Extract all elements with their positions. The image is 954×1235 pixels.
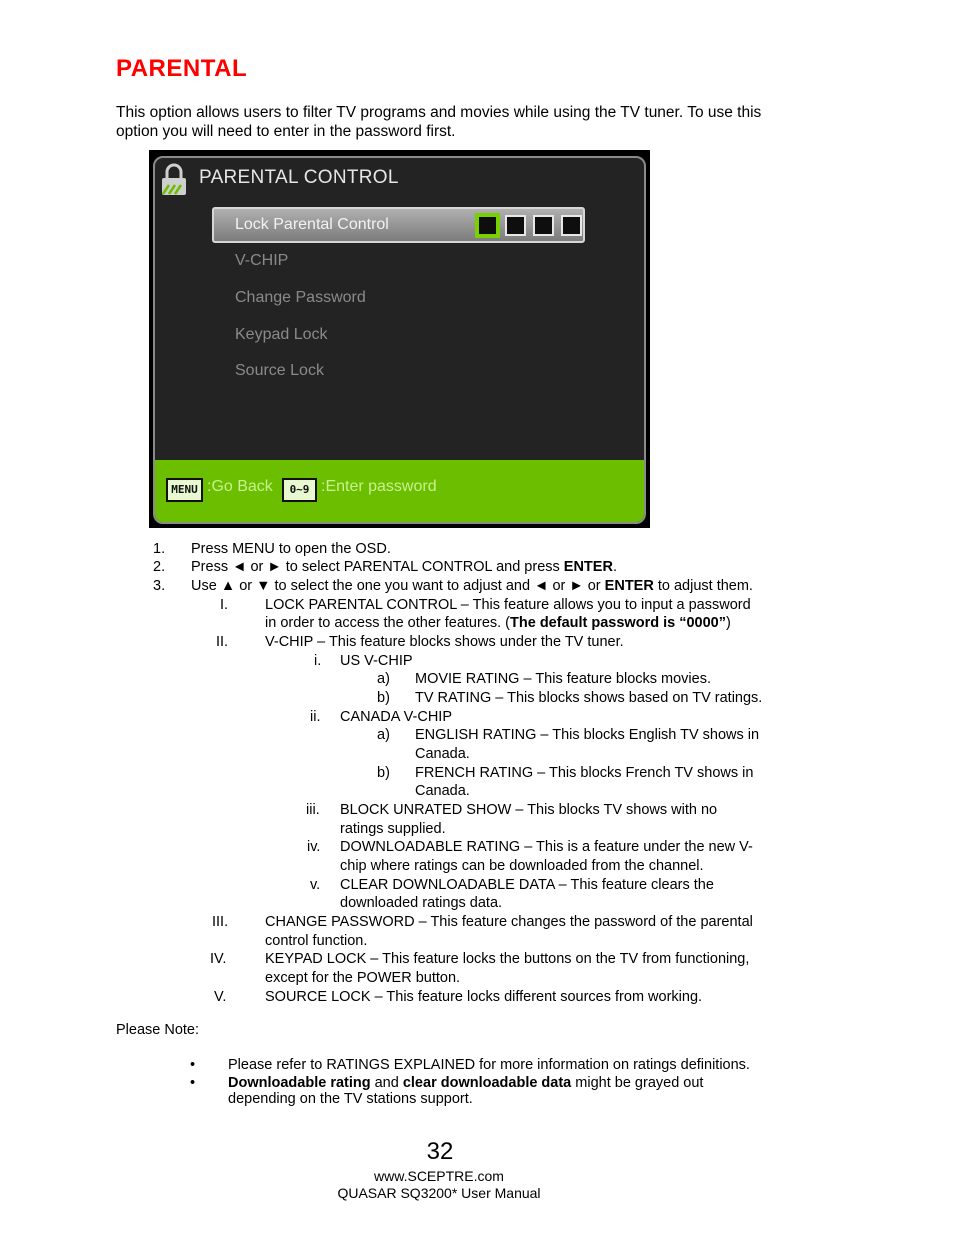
item-V-number: V.	[214, 989, 227, 1005]
item-ii-number: ii.	[310, 709, 321, 725]
item-i-number: i.	[314, 653, 322, 669]
item-iii-line2: ratings supplied.	[340, 821, 446, 837]
number-key-icon: 0~9	[282, 478, 317, 502]
page-heading: PARENTAL	[116, 55, 248, 82]
password-digit-3[interactable]	[533, 215, 554, 236]
item-v-line1: CLEAR DOWNLOADABLE DATA – This feature clears the	[340, 877, 714, 893]
osd-item-change-password[interactable]: Change Password	[235, 289, 366, 306]
item-III-line1: CHANGE PASSWORD – This feature changes the password of the parental	[265, 914, 753, 930]
item-i-a-line1: MOVIE RATING – This feature blocks movies.	[415, 671, 711, 687]
osd-title: PARENTAL CONTROL	[199, 167, 399, 188]
item-i-a-number: a)	[377, 671, 390, 687]
step-1-number: 1.	[153, 541, 166, 557]
intro-paragraph: This option allows users to filter TV programs and movies while using the TV tuner. To use this option you will need to enter in the password first.	[116, 104, 762, 140]
item-IV-line2: except for the POWER button.	[265, 970, 461, 986]
menu-key-icon: MENU	[166, 478, 203, 502]
item-II-line1: V-CHIP – This feature blocks shows under the TV tuner.	[265, 634, 624, 650]
bullet-2-line2: depending on the TV stations support.	[228, 1091, 473, 1107]
osd-item-lock-parental-control[interactable]: Lock Parental Control	[235, 216, 389, 233]
item-i-line1: US V-CHIP	[340, 653, 413, 669]
item-ii-a-line1: ENGLISH RATING – This blocks English TV shows in	[415, 727, 760, 743]
item-i-b-line1: TV RATING – This blocks shows based on TV ratings.	[415, 690, 763, 706]
enter-password-hint: :Enter password	[321, 478, 437, 495]
item-iv-line2: chip where ratings can be downloaded from the channel.	[340, 858, 704, 874]
item-v-line2: downloaded ratings data.	[340, 895, 503, 911]
bullet-1-text: Please refer to RATINGS EXPLAINED for more information on ratings definitions.	[228, 1057, 750, 1073]
step-3-text: Use ▲ or ▼ to select the one you want to adjust and ◄ or ► or ENTER to adjust them.	[191, 578, 753, 594]
item-iii-line1: BLOCK UNRATED SHOW – This blocks TV shows with no	[340, 802, 718, 818]
osd-item-keypad-lock[interactable]: Keypad Lock	[235, 326, 328, 343]
step-3-number: 3.	[153, 578, 166, 594]
item-iii-number: iii.	[306, 802, 320, 818]
item-ii-b-line1: FRENCH RATING – This blocks French TV shows in	[415, 765, 754, 781]
go-back-hint: :Go Back	[207, 478, 273, 495]
item-IV-line1: KEYPAD LOCK – This feature locks the buttons on the TV from functioning,	[265, 951, 750, 967]
step-2-text: Press ◄ or ► to select PARENTAL CONTROL and press ENTER.	[191, 559, 617, 575]
note-label: Please Note:	[116, 1022, 200, 1038]
item-V-line1: SOURCE LOCK – This feature locks different sources from working.	[265, 989, 703, 1005]
password-digit-4[interactable]	[561, 215, 582, 236]
item-ii-a-line2: Canada.	[415, 746, 470, 762]
step-1-text: Press MENU to open the OSD.	[191, 541, 391, 557]
item-v-number: v.	[310, 877, 321, 893]
item-I-line2: in order to access the other features. (The default password is “0000”)	[265, 615, 731, 631]
item-I-number: I.	[220, 597, 229, 613]
item-i-b-number: b)	[377, 690, 390, 706]
item-III-number: III.	[212, 914, 229, 930]
item-IV-number: IV.	[210, 951, 227, 967]
item-II-number: II.	[216, 634, 229, 650]
password-digit-2[interactable]	[505, 215, 526, 236]
parental-control-osd-image	[149, 150, 650, 528]
bullet-icon: •	[190, 1075, 196, 1091]
bullet-icon: •	[190, 1057, 196, 1073]
item-III-line2: control function.	[265, 933, 368, 949]
item-iv-line1: DOWNLOADABLE RATING – This is a feature under the new V-	[340, 839, 753, 855]
step-2-number: 2.	[153, 559, 166, 575]
osd-item-source-lock[interactable]: Source Lock	[235, 362, 324, 379]
item-ii-line1: CANADA V-CHIP	[340, 709, 452, 725]
website-link: www.SCEPTRE.com	[374, 1168, 504, 1184]
item-ii-b-line2: Canada.	[415, 783, 470, 799]
osd-item-v-chip[interactable]: V-CHIP	[235, 252, 289, 269]
password-digit-1[interactable]	[477, 215, 498, 236]
item-iv-number: iv.	[307, 839, 321, 855]
item-I-line1: LOCK PARENTAL CONTROL – This feature allows you to input a password	[265, 597, 751, 613]
manual-name: QUASAR SQ3200* User Manual	[337, 1185, 541, 1201]
page-number: 32	[426, 1138, 454, 1165]
osd-panel	[153, 156, 646, 524]
lock-icon	[159, 163, 189, 197]
bullet-2-line1: Downloadable rating and clear downloadable data might be grayed out	[228, 1075, 704, 1091]
item-ii-a-number: a)	[377, 727, 390, 743]
item-ii-b-number: b)	[377, 765, 390, 781]
